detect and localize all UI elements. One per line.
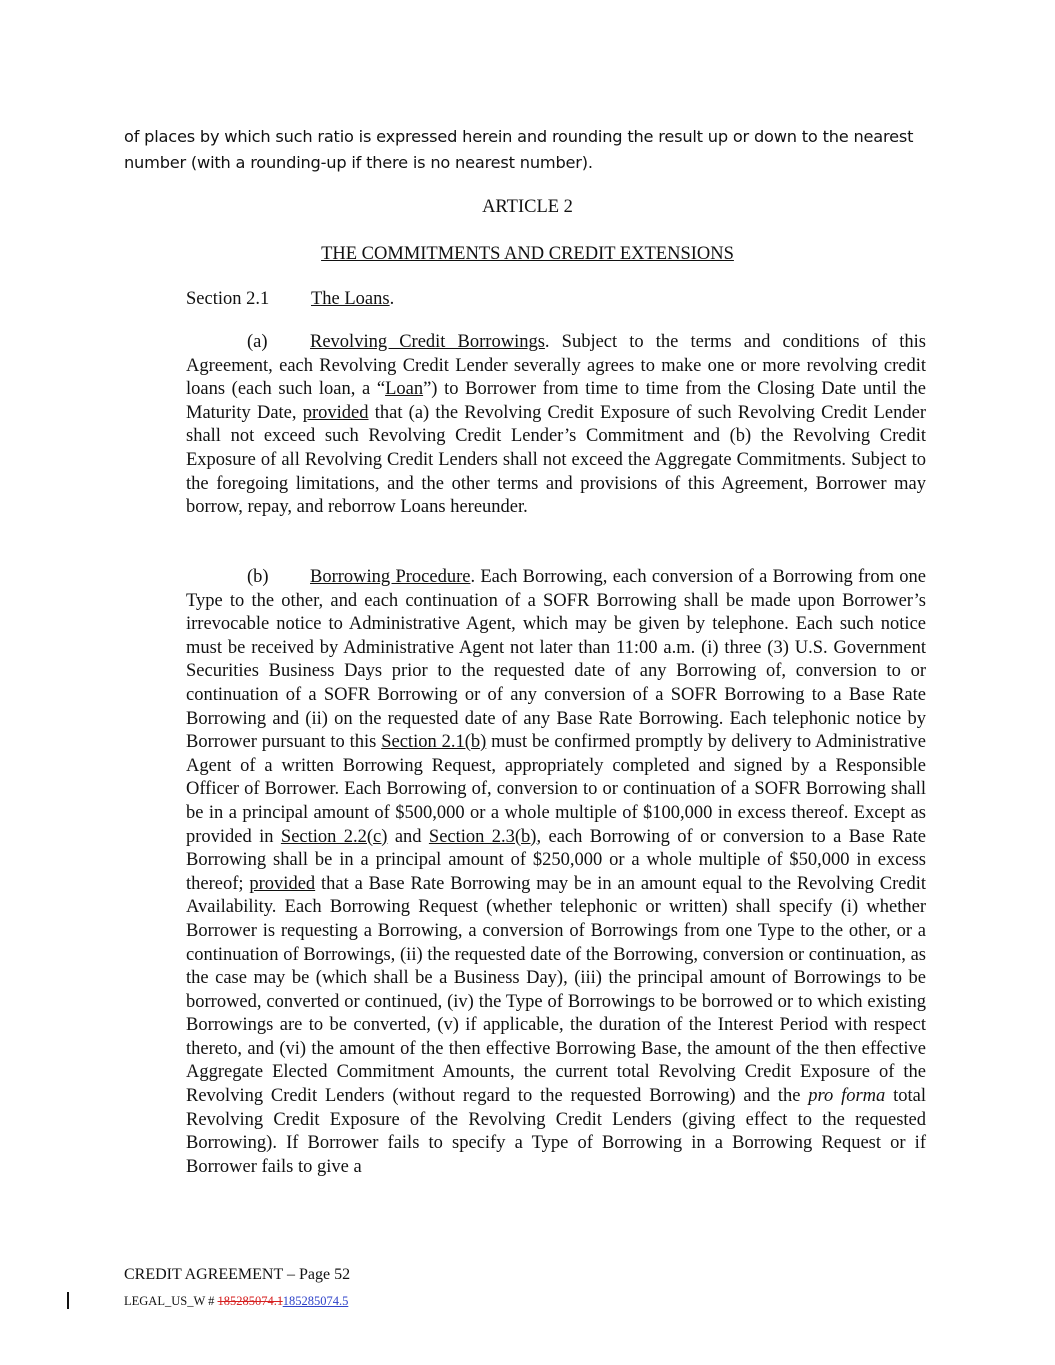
section-heading bbox=[186, 287, 394, 311]
document-id bbox=[124, 1293, 348, 1309]
paragraph-b-text-5: that a Base Rate Borrowing may be in an amount equal to the Revolving Credit Availability. Each Borrowing Request (whether telephonic or written) shall specify (i) whether Borrower is requesting a Borrowing, a conversion of Borrowings from one Type to the other, or a continuation of Borrowings, (ii) the requested date of the Borrowing, conversion or continuation, as the case may be (which shall be a Business Day), (iii) the principal amount of Borrowings to be borrowed, converted or continued, (iv) the Type of Borrowings to be borrowed or to which existing Borrowings are to be converted, (v) if applicable, the duration of the Interest Period with respect thereto, and (vi) the amount of the then effective Borrowing Base, the amount of the then effective Aggregate Elected Commitment Amounts, the current total Revolving Credit Exposure of the Revolving Credit Lenders (without regard to the requested Borrowing) and the bbox=[186, 873, 926, 1107]
inserted-doc-number: 185285074.5 bbox=[282, 1294, 349, 1308]
section-title: The Loans bbox=[311, 289, 390, 309]
paragraph-a bbox=[186, 331, 926, 520]
paragraph-b-text-4: , each Borrowing of or conversion to a Base Rate Borrowing shall be in a principal amount of $250,000 or a whole multiple of $50,000 in excess thereof; bbox=[186, 826, 926, 894]
paragraph-b-text-3: and bbox=[387, 826, 429, 847]
paragraph-b-text-1: . Each Borrowing, each conversion of a Borrowing from one Type to the other, and each continuation of a SOFR Borrowing shall be made upon Borrower’s irrevocable notice to Administrative Agent, which may be given by telephone. Each such notice must be received by Administrative Agent not later than 11:00 a.m. (i) three (3) U.S. Government Securities Business Days prior to the requested date of any Borrowing of, conversion to or continuation of a SOFR Borrowing or of any conversion of a SOFR Borrowing to a Base Rate Borrowing and (ii) on the requested date of any Base Rate Borrowing. Each telephonic notice by Borrower pursuant to this bbox=[186, 567, 926, 753]
defined-term-loan: Loan bbox=[385, 379, 424, 400]
article-title bbox=[0, 242, 1055, 266]
paragraph-a-text-3: that (a) the Revolving Credit Exposure of such Revolving Credit Lender shall not exceed such Revolving Credit Lender’s Commitment and (b) the Revolving Credit Exposure of all Revolving Credit Lenders shall not exceed the Aggregate Commitments. Subject to the foregoing limitations, and the other terms and provisions of this Agreement, Borrower may borrow, repay, and reborrow Loans hereunder. bbox=[186, 402, 926, 518]
paragraph-b-heading: Borrowing Procedure bbox=[310, 567, 471, 587]
provided-term: provided bbox=[302, 402, 369, 423]
intro-paragraph: of places by which such ratio is expressed herein and rounding the result up or down to the nearest number (with a rounding-up if there is no nearest number). bbox=[124, 127, 914, 172]
article-title-text: THE COMMITMENTS AND CREDIT EXTENSIONS bbox=[321, 244, 734, 264]
section-number: Section 2.1 bbox=[186, 289, 270, 309]
paragraph-b-label: (b) bbox=[247, 567, 269, 587]
deleted-doc-number: 185285074.1 bbox=[217, 1294, 283, 1308]
revision-change-bar bbox=[67, 1292, 69, 1309]
document-id-prefix: LEGAL_US_W # bbox=[124, 1294, 218, 1308]
paragraph-b-text-6: total Revolving Credit Exposure of the Revolving Credit Lenders (giving effect to the requested Borrowing). If Borrower fails to specify a Type of Borrowing in a Borrowing Request or if Borrower fails to give a bbox=[186, 1086, 926, 1177]
article-number: ARTICLE 2 bbox=[482, 197, 573, 217]
paragraph-b-text-2: must be confirmed promptly by delivery to Administrative Agent of a written Borrowing Request, appropriately completed and signed by a Responsible Officer of Borrower. Each Borrowing of, conversion to or continuation of a SOFR Borrowing shall be in a principal amount of $500,000 or a whole multiple of $100,000 in excess thereof. Except as provided in bbox=[186, 732, 927, 847]
paragraph-a-text-2: ”) to Borrower from time to time from the Closing Date until the Maturity Date, bbox=[186, 379, 926, 423]
pro-forma-term: pro forma bbox=[808, 1086, 886, 1107]
section-ref-2-1-b: Section 2.1(b) bbox=[381, 732, 487, 753]
section-ref-2-2-c: Section 2.2(c) bbox=[280, 826, 388, 847]
provided-term: provided bbox=[249, 873, 316, 894]
paragraph-a-heading: Revolving Credit Borrowings bbox=[310, 332, 545, 352]
section-title-period: . bbox=[389, 289, 395, 309]
paragraph-b bbox=[186, 566, 926, 1179]
paragraph-a-label: (a) bbox=[247, 332, 268, 352]
section-ref-2-3-b: Section 2.3(b) bbox=[428, 826, 537, 847]
paragraph-a-text-1: . Subject to the terms and conditions of this Agreement, each Revolving Credit Lender severally agrees to make one or more revolving credit loans (each such loan, a “ bbox=[186, 332, 926, 400]
footer-title: CREDIT AGREEMENT – Page 52 bbox=[124, 1266, 351, 1283]
